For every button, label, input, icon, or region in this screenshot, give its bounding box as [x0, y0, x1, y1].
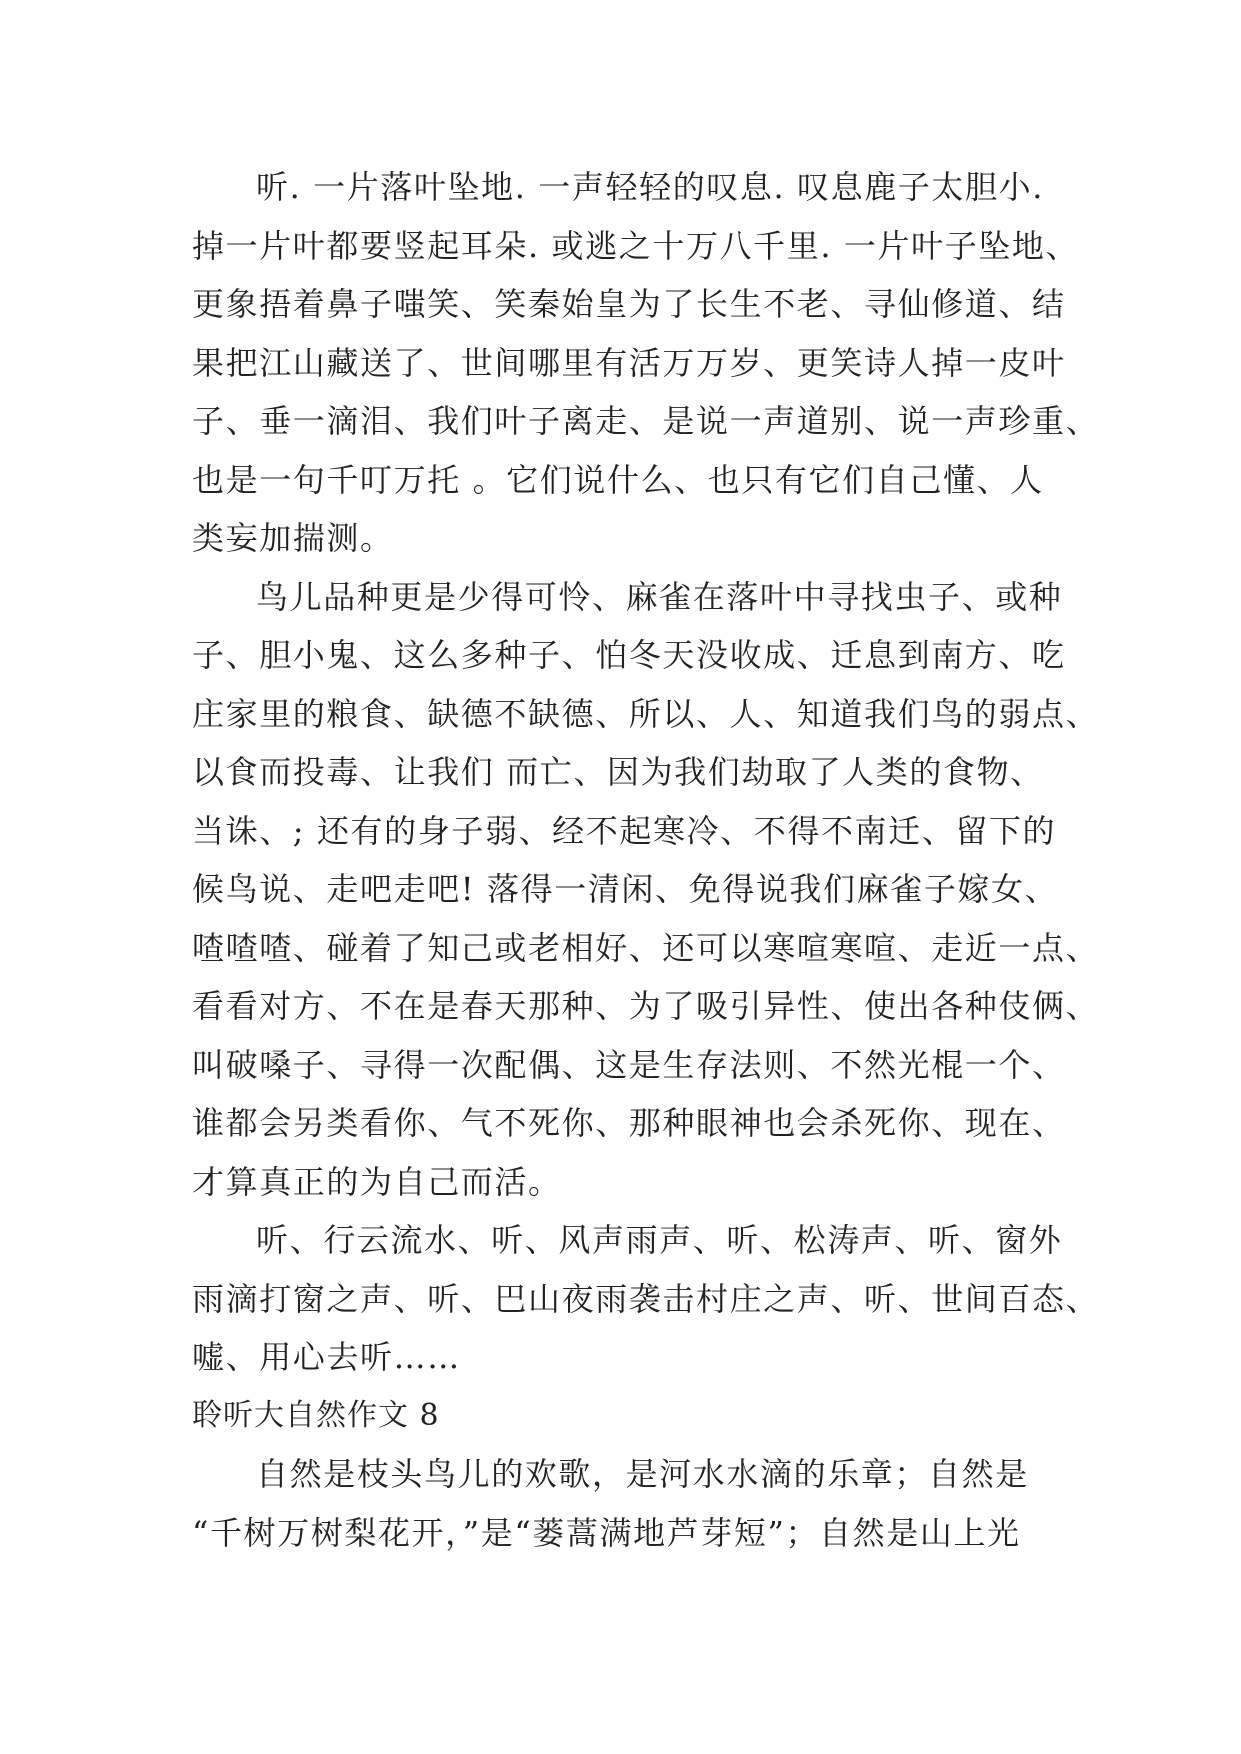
paragraph-listen — [192, 1211, 1100, 1387]
section-title: 聆听大自然作文 8 — [192, 1397, 440, 1433]
text-line: 掉一片叶都要竖起耳朵. 或逃之十万八千里. 一片叶子坠地、 — [192, 226, 1080, 265]
text-line: 类妄加揣测。 — [192, 519, 394, 557]
paragraph-nature — [192, 1445, 1072, 1562]
paragraph-birds — [192, 568, 1100, 1212]
text-line: “千树万树梨花开，”是“蒌蒿满地芦芽短”；自然是山上光 — [192, 1513, 1021, 1552]
text-line: 当诛、; 还有的身子弱、经不起寒冷、不得不南迁、留下的 — [192, 811, 1057, 850]
text-line: 庄家里的粮食、缺德不缺德、所以、人、知道我们鸟的弱点、 — [192, 694, 1100, 733]
text-line: 嘘、用心去听…… — [192, 1338, 461, 1376]
text-line: 也是一句千叮万托 。它们说什么、也只有它们自己懂、人 — [192, 460, 1044, 499]
text-line: 以食而投毒、让我们 而亡、因为我们劫取了人类的食物、 — [192, 753, 1044, 791]
text-line: 雨滴打窗之声、听、巴山夜雨袭击村庄之声、听、世间百态、 — [192, 1279, 1100, 1318]
text-line: 听、行云流水、听、风声雨声、听、松涛声、听、窗外 — [256, 1221, 1063, 1259]
text-line: 子、垂一滴泪、我们叶子离走、是说一声道别、说一声珍重、 — [192, 402, 1100, 440]
text-line: 候鸟说、走吧走吧! 落得一清闲、免得说我们麻雀子嫁女、 — [192, 870, 1059, 908]
text-line: 果把江山藏送了、世间哪里有活万万岁、更笑诗人掉一皮叶 — [192, 343, 1066, 382]
text-line: 谁都会另类看你、气不死你、那种眼神也会杀死你、现在、 — [192, 1104, 1066, 1142]
text-line: 看看对方、不在是春天那种、为了吸引异性、使出各种伎俩、 — [192, 987, 1100, 1025]
text-line: 叫破嗓子、寻得一次配偶、这是生存法则、不然光棍一个、 — [192, 1045, 1066, 1084]
text-line: 子、胆小鬼、这么多种子、怕冬天没收成、迁息到南方、吃 — [192, 636, 1066, 674]
text-line: 自然是枝头鸟儿的欢歌，是河水水滴的乐章；自然是 — [256, 1455, 1029, 1493]
text-line: 才算真正的为自己而活。 — [192, 1162, 562, 1201]
text-line: 喳喳喳、碰着了知己或老相好、还可以寒喧寒喧、走近一点、 — [192, 928, 1100, 967]
text-line: 鸟儿品种更是少得可怜、麻雀在落叶中寻找虫子、或种 — [256, 577, 1063, 616]
text-line: 更象捂着鼻子嗤笑、笑秦始皇为了长生不老、寻仙修道、结 — [192, 285, 1066, 323]
document-body — [192, 158, 1100, 1562]
paragraph-falling-leaf — [192, 158, 1100, 568]
text-line: 听. 一片落叶坠地. 一声轻轻的叹息. 叹息鹿子太胆小. — [256, 168, 1045, 206]
